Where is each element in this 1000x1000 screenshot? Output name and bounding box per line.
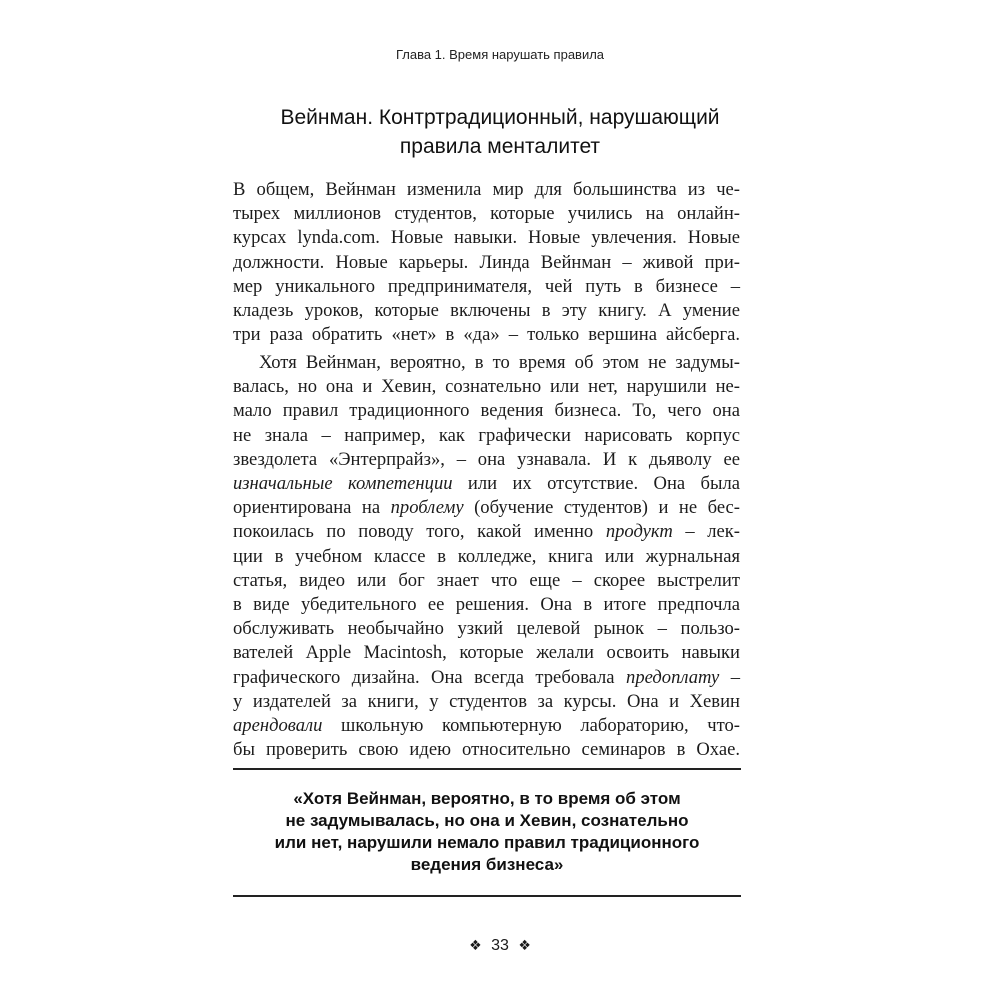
text-line: три раза обратить «нет» в «да» – только вершина айсберга. <box>233 324 740 346</box>
page-number: 33 <box>491 937 509 954</box>
text-line: бы проверить свою идею относительно семинаров в Охае. <box>233 739 740 761</box>
text-run: – лек- <box>672 521 740 543</box>
text-run: покоилась по поводу того, какой именно <box>233 521 606 543</box>
pull-quote-line: или нет, нарушили немало правил традиционного <box>274 833 700 852</box>
diamond-ornament-icon: ❖ <box>518 937 531 953</box>
text-line: в виде убедительного ее решения. Она в итоге предпочла <box>233 594 740 616</box>
text-line: курсах lynda.com. Новые навыки. Новые увлечения. Новые <box>233 227 740 249</box>
text-line: вателей Apple Macintosh, которые желали освоить навыки <box>233 642 740 664</box>
text-run: графического дизайна. Она всегда требовала <box>233 666 627 688</box>
pull-quote-line: ведения бизнеса» <box>410 855 564 874</box>
pull-quote-line: не задумывалась, но она и Хевин, сознательно <box>285 811 689 830</box>
text-line: валась, но она и Хевин, сознательно или нет, нарушили не- <box>233 376 740 398</box>
text-line: В общем, Вейнман изменила мир для большинства из че- <box>233 179 740 200</box>
text-line: Хотя Вейнман, вероятно, в то время об этом не задумы- <box>259 352 740 373</box>
diamond-ornament-icon: ❖ <box>469 937 482 953</box>
text-line <box>233 472 740 496</box>
paragraph-1 <box>233 178 740 347</box>
text-line: должности. Новые карьеры. Линда Вейнман – живой при- <box>233 251 740 273</box>
text-line: не знала – например, как графически нарисовать корпус <box>233 424 740 446</box>
running-header: Глава 1. Время нарушать правила <box>395 47 605 62</box>
section-title-line: правила менталитет <box>399 135 601 158</box>
text-line: обслуживать необычайно узкий целевой рынок – пользо- <box>233 618 740 640</box>
pull-quote-bottom-rule <box>233 895 741 897</box>
text-run: ориентирована на <box>233 497 391 519</box>
emphasis: продукт <box>605 521 673 543</box>
pull-quote-top-rule <box>233 768 741 770</box>
text-line: ции в учебном классе в колледже, книга или журнальная <box>233 545 740 567</box>
emphasis: арендовали <box>233 715 323 737</box>
section-title <box>200 103 800 161</box>
pull-quote-line: «Хотя Вейнман, вероятно, в то время об этом <box>293 789 681 808</box>
text-line: мер уникального предпринимателя, чей путь в бизнесе – <box>233 275 740 297</box>
text-run: или их отсутствие. Она была <box>452 473 740 495</box>
pull-quote <box>233 788 741 876</box>
text-line: кладезь уроков, которые включены в эту книгу. А умение <box>233 300 740 322</box>
text-line <box>233 714 740 738</box>
emphasis: проблему <box>390 497 464 519</box>
text-line <box>233 520 740 544</box>
text-line <box>233 666 740 690</box>
text-line: у издателей за книги, у студентов за курсы. Она и Хевин <box>233 690 740 712</box>
emphasis: предоплату <box>626 666 720 688</box>
emphasis: изначальные компетенции <box>233 473 453 495</box>
text-run: (обучение студентов) и не бес- <box>463 497 740 519</box>
text-line: тырех миллионов студентов, которые учились на онлайн- <box>233 203 740 225</box>
section-title-line: Вейнман. Контртрадиционный, нарушающий <box>280 106 720 129</box>
text-line: статья, видео или бог знает что еще – скорее выстрелит <box>233 569 740 591</box>
paragraph-2 <box>233 351 740 762</box>
text-run: школьную компьютерную лабораторию, что- <box>322 715 740 737</box>
text-line <box>233 496 740 520</box>
text-line: мало правил традиционного ведения бизнеса. То, чего она <box>233 400 740 422</box>
text-line: звездолета «Энтерпрайз», – она узнавала. И к дьяволу ее <box>233 448 740 470</box>
text-run: – <box>719 666 740 688</box>
page-number-footer <box>0 937 1000 955</box>
